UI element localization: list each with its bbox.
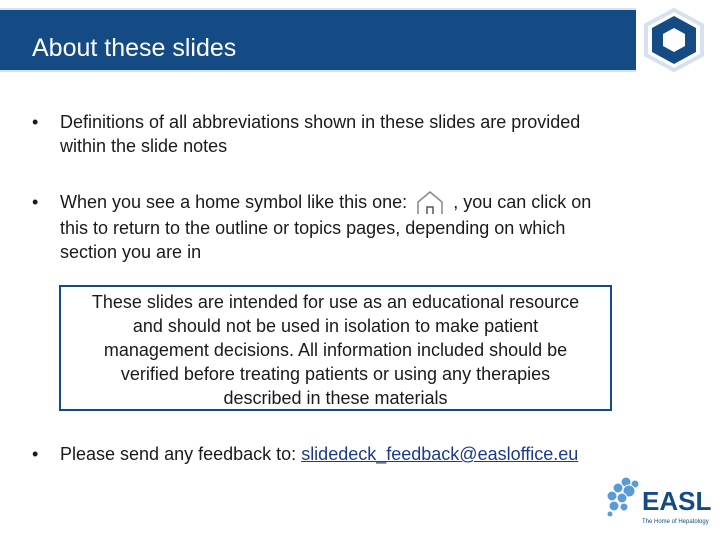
disclaimer-line: These slides are intended for use as an educational resource xyxy=(91,292,580,312)
disclaimer-line: described in these materials xyxy=(223,388,448,408)
title-bar xyxy=(0,8,636,72)
bullet-marker: • xyxy=(32,112,39,132)
easl-logo xyxy=(604,476,712,532)
bullet-line: within the slide notes xyxy=(60,136,228,156)
bubbles-icon xyxy=(607,477,639,517)
bullet-line: Definitions of all abbreviations shown in these slides are provided xyxy=(60,112,581,132)
bullet-text-before: When you see a home symbol like this one: xyxy=(60,192,408,212)
bullet-home-symbol xyxy=(60,190,591,264)
bullet-marker: • xyxy=(32,192,39,212)
disclaimer-line: management decisions. All information included should be xyxy=(103,340,568,360)
bullet-feedback xyxy=(60,442,578,466)
bullet-abbreviations xyxy=(60,110,580,158)
bullet-line: section you are in xyxy=(60,242,202,263)
bullet-text-after: , you can click on xyxy=(453,192,592,212)
feedback-label: Please send any feedback to: xyxy=(60,444,297,464)
header xyxy=(0,0,720,76)
bullet-marker: • xyxy=(32,444,39,464)
bullet-line xyxy=(60,190,591,216)
page-title: About these slides xyxy=(32,34,237,62)
disclaimer-box xyxy=(59,285,612,411)
logo-tagline: The Home of Hepatology xyxy=(642,519,709,525)
hexagon-icon xyxy=(638,6,710,72)
home-icon[interactable] xyxy=(414,190,446,216)
feedback-email-link[interactable]: slidedeck_feedback@easloffice.eu xyxy=(301,444,579,464)
disclaimer-line: verified before treating patients or using any therapies xyxy=(120,364,551,384)
disclaimer-line: and should not be used in isolation to make patient xyxy=(132,316,539,336)
logo-wordmark: EASL xyxy=(642,486,712,516)
bullet-line: this to return to the outline or topics pages, depending on which xyxy=(60,218,566,239)
